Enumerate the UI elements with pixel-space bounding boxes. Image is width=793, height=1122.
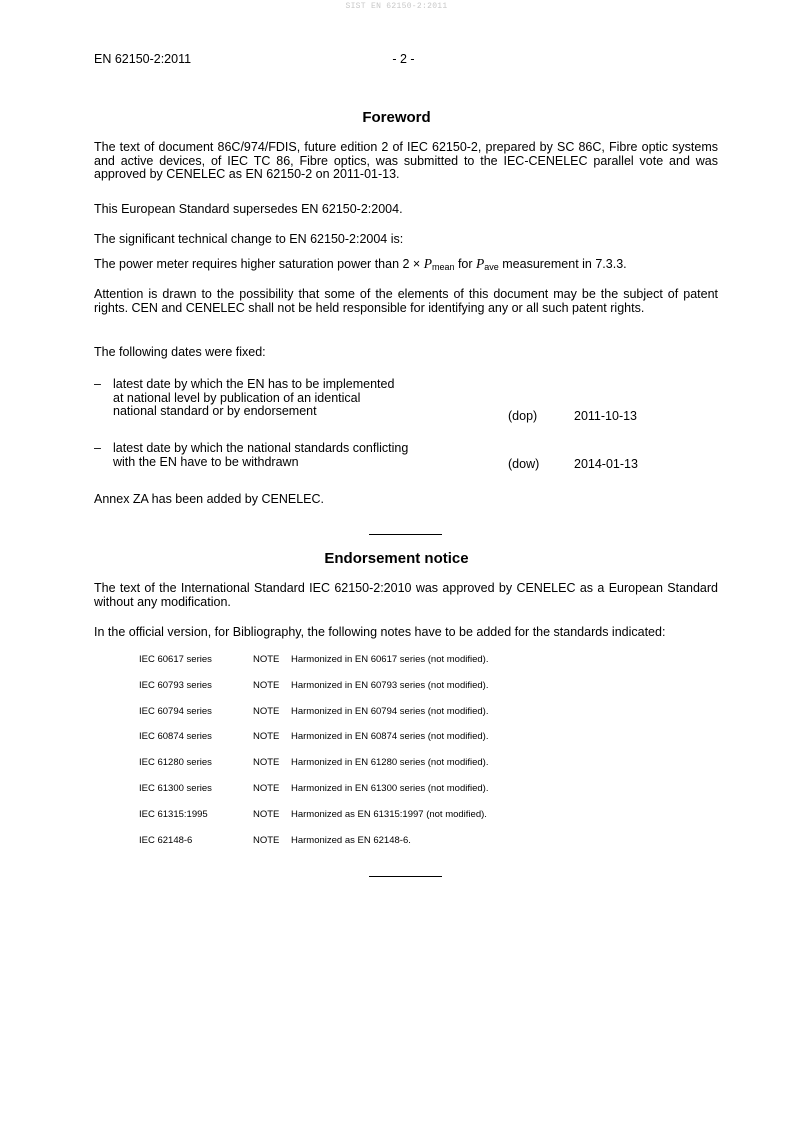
note-text: Harmonized in EN 60874 series (not modified). bbox=[291, 731, 489, 743]
end-divider bbox=[369, 876, 442, 877]
dash-marker: – bbox=[94, 377, 101, 391]
foreword-paragraph-7: Annex ZA has been added by CENELEC. bbox=[94, 492, 325, 506]
date-item-line: latest date by which the national standards conflicting bbox=[113, 441, 409, 455]
date-item-line: at national level by publication of an identical bbox=[113, 390, 361, 405]
note-label: NOTE bbox=[253, 783, 280, 794]
note-standard: IEC 60793 series bbox=[139, 679, 212, 691]
note-standard: IEC 60794 series bbox=[139, 705, 212, 717]
date-code-dow: (dow) bbox=[508, 457, 540, 471]
note-standard: IEC 62148-6 bbox=[139, 834, 193, 846]
note-label: NOTE bbox=[253, 654, 280, 665]
note-label: NOTE bbox=[253, 834, 280, 846]
note-text: Harmonized in EN 60617 series (not modified). bbox=[291, 654, 489, 665]
p4-before: The power meter requires higher saturation power than 2 × bbox=[94, 257, 424, 271]
foreword-paragraph-4 bbox=[94, 257, 718, 275]
sub-mean: mean bbox=[431, 262, 455, 272]
endorsement-paragraph-1: The text of the International Standard IEC 62150-2:2010 was approved by CENELEC as a European Standard without any modification. bbox=[94, 581, 718, 609]
date-item-line: with the EN have to be withdrawn bbox=[113, 454, 299, 469]
date-item-line: latest date by which the EN has to be implemented bbox=[113, 377, 395, 391]
note-label: NOTE bbox=[253, 731, 280, 743]
note-standard: IEC 60617 series bbox=[139, 654, 212, 665]
foreword-paragraph-1: The text of document 86C/974/FDIS, future edition 2 of IEC 62150-2, prepared by SC 86C, Fibre optic systems and active devices, of IEC TC 86, Fibre optics, was submitted to the IEC-CENELEC parallel vote and was approved by CENELEC as EN 62150-2 on 2011-01-13. bbox=[94, 140, 718, 181]
var-p-ave: P bbox=[476, 256, 485, 271]
foreword-paragraph-3: The significant technical change to EN 62150-2:2004 is: bbox=[94, 232, 404, 246]
sub-ave: ave bbox=[484, 262, 499, 272]
foreword-paragraph-6: The following dates were fixed: bbox=[94, 345, 266, 359]
date-value-dop: 2011-10-13 bbox=[574, 409, 638, 423]
note-standard: IEC 60874 series bbox=[139, 731, 212, 743]
foreword-title: Foreword bbox=[362, 109, 431, 126]
date-item-text bbox=[113, 378, 493, 419]
note-standard: IEC 61300 series bbox=[139, 783, 212, 794]
date-item-line: national standard or by endorsement bbox=[113, 404, 317, 418]
note-text: Harmonized as EN 62148-6. bbox=[291, 834, 411, 846]
endorsement-paragraph-2: In the official version, for Bibliography, the following notes have to be added for the standards indicated: bbox=[94, 625, 666, 639]
date-code-dop: (dop) bbox=[508, 409, 538, 423]
note-text: Harmonized in EN 60793 series (not modified). bbox=[291, 679, 489, 691]
header-doc-id: EN 62150-2:2011 bbox=[94, 52, 192, 66]
dash-marker: – bbox=[94, 441, 101, 455]
note-label: NOTE bbox=[253, 808, 280, 820]
date-value-dow: 2014-01-13 bbox=[574, 457, 638, 471]
var-p-mean: P bbox=[423, 256, 432, 271]
note-text: Harmonized in EN 61300 series (not modified). bbox=[291, 783, 489, 794]
p4-middle: for bbox=[454, 257, 477, 271]
foreword-paragraph-5: Attention is drawn to the possibility that some of the elements of this document may be the subject of patent rights. CEN and CENELEC shall not be held responsible for identifying any or all such patent rights. bbox=[94, 287, 718, 315]
note-label: NOTE bbox=[253, 679, 280, 691]
foreword-paragraph-2: This European Standard supersedes EN 62150-2:2004. bbox=[94, 202, 403, 216]
note-text: Harmonized in EN 61280 series (not modified). bbox=[291, 757, 489, 769]
watermark: SIST EN 62150-2:2011 bbox=[345, 2, 448, 11]
p4-after: measurement in 7.3.3. bbox=[498, 257, 627, 271]
note-standard: IEC 61315:1995 bbox=[139, 808, 208, 820]
note-text: Harmonized in EN 60794 series (not modified). bbox=[291, 705, 489, 717]
header-page-number: - 2 - bbox=[392, 52, 415, 66]
note-standard: IEC 61280 series bbox=[139, 757, 212, 769]
section-divider bbox=[369, 534, 442, 535]
date-item-text bbox=[113, 442, 493, 469]
note-label: NOTE bbox=[253, 705, 280, 717]
note-text: Harmonized as EN 61315:1997 (not modified). bbox=[291, 808, 487, 820]
note-label: NOTE bbox=[253, 757, 280, 769]
endorsement-title: Endorsement notice bbox=[324, 550, 469, 567]
